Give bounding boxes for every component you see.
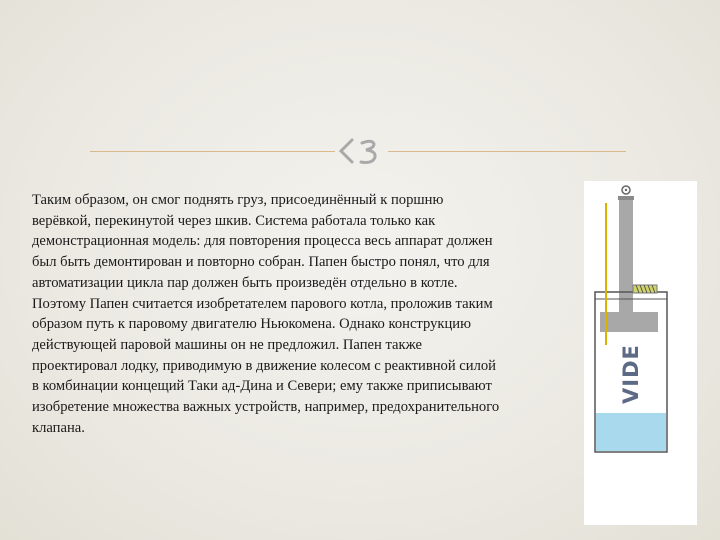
steam-engine-figure — [584, 181, 697, 525]
divider-line-right — [388, 151, 626, 152]
ornament-icon — [336, 135, 388, 167]
water-level — [596, 413, 666, 451]
guide-rod — [605, 203, 607, 345]
divider-line-left — [90, 151, 335, 152]
slide-body-text: Таким образом, он смог поднять груз, присоединённый к поршню верёвкой, перекинутой через шкив. Система работала только как демонстрационная модель: для повторения процесса весь аппарат должен был быть демонтирован и повторно собран. Папен быстро понял, что для автоматизации цикла пар должен быть произведён отдельно в котле. Поэтому Папен считается изобретателем парового котла, проложив таким образом путь к паровому двигателю Ньюкомена. Однако конструкцию действующей паровой машины он не предложил. Папен также проектировал лодку, приводимую в движение колесом с реактивной силой в комбинации концещий Таки ад-Дина и Севери; ему также приписывают изобретение множества важных устройств, например, предохранительного клапана. — [32, 192, 500, 436]
piston-head — [600, 312, 658, 332]
piston-rod — [619, 200, 633, 312]
frame-top — [618, 196, 634, 200]
valve-spring-icon — [633, 285, 657, 293]
figure-watermark: VIDE — [619, 344, 643, 404]
